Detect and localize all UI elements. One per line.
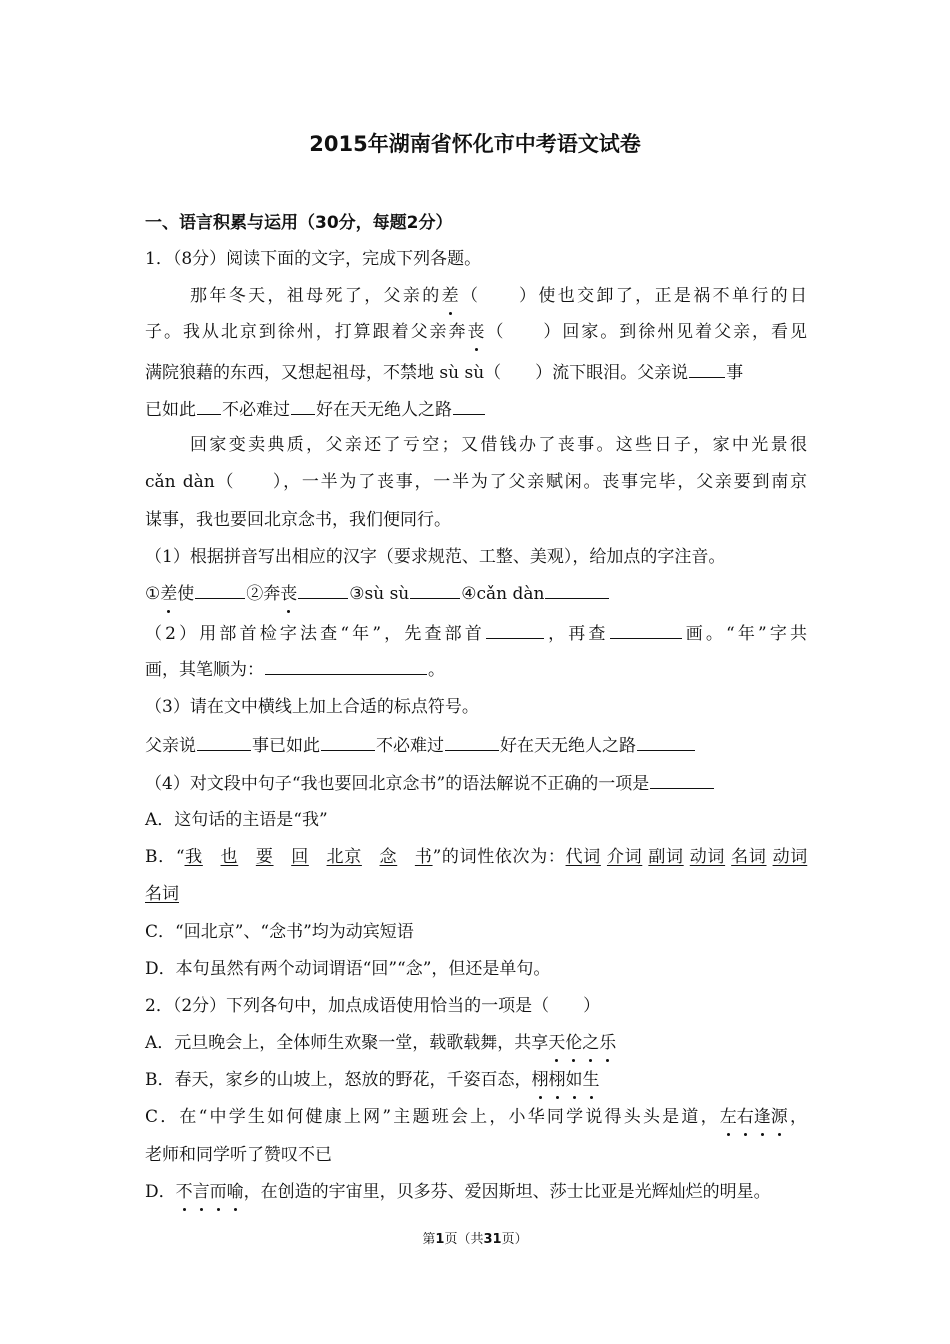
subquestion-4: （4）对文段中句子“我也要回北京念书”的语法解说不正确的一项是 <box>145 770 807 796</box>
q2-option-c: C．在“中学生如何健康上网”主题班会上，小华同学说得头头是道，左右逢源， <box>145 1107 808 1127</box>
subquestion-1: （1）根据拼音写出相应的汉字（要求规范、工整、美观），给加点的字注音。 <box>145 547 726 567</box>
pos-tag: 动词 <box>772 847 808 867</box>
subquestion-2: （2）用部首检字法查“年”，先查部首 ，再查 画。“年”字共 <box>145 620 807 646</box>
answer-blank[interactable] <box>486 620 544 639</box>
word: 北京 <box>326 847 362 867</box>
word: 回 <box>291 847 309 867</box>
page-title: 2015年湖南省怀化市中考语文试卷 <box>309 132 641 156</box>
dotted-idiom: 栩栩如生 <box>531 1070 600 1090</box>
answer-blank[interactable] <box>410 580 460 599</box>
passage-line: 谋事，我也要回北京念书，我们便同行。 <box>145 510 451 530</box>
q2-option-b: B．春天，家乡的山坡上，怒放的野花，千姿百态，栩栩如生 <box>145 1070 600 1090</box>
q2-option-c-line2: 老师和同学听了赞叹不已 <box>145 1145 332 1165</box>
dotted-idiom: 左右逢源 <box>719 1107 788 1127</box>
word: 要 <box>255 847 274 867</box>
answer-blank[interactable] <box>545 580 609 599</box>
dotted-idiom: 天伦之乐 <box>548 1033 617 1053</box>
pos-tag: 代词 <box>565 847 601 867</box>
pos-tag: 名词 <box>145 884 179 904</box>
passage-line: 子。我从北京到徐州，打算跟着父亲奔丧（ ）回家。到徐州见着父亲，看见 <box>145 322 807 342</box>
subquestion-2-line2: 画，其笔顺为： 。 <box>145 656 807 682</box>
word: 书 <box>414 847 433 867</box>
dotted-char: 丧 <box>467 322 485 342</box>
answer-blank[interactable] <box>637 732 695 751</box>
pos-tag: 副词 <box>648 847 684 867</box>
dotted-char: 丧 <box>280 584 298 604</box>
answer-blank[interactable] <box>291 396 315 415</box>
section-heading: 一、语言积累与运用（30分，每题2分） <box>145 213 453 233</box>
q2-option-a: A．元旦晚会上，全体师生欢聚一堂，载歌载舞，共享天伦之乐 <box>145 1033 617 1053</box>
answer-blank[interactable] <box>265 656 427 675</box>
q2-option-d: D．不言而喻，在创造的宇宙里，贝多芬、爱因斯坦、莎士比亚是光辉灿烂的明星。 <box>145 1182 771 1202</box>
answer-blank[interactable] <box>689 359 725 378</box>
answer-blank[interactable] <box>197 732 251 751</box>
pos-tag: 名词 <box>731 847 767 867</box>
word: 念 <box>379 847 398 867</box>
word: 也 <box>220 847 239 867</box>
page-total: 31 <box>483 1232 502 1247</box>
question-1-heading: 1．（8分）阅读下面的文字，完成下列各题。 <box>145 249 482 269</box>
passage-line: cǎn dàn（ ），一半为了丧事，一半为了父亲赋闲。丧事完毕，父亲要到南京 <box>145 472 807 492</box>
answer-blank[interactable] <box>298 580 348 599</box>
passage-line: 那年冬天，祖母死了，父亲的差（ ）使也交卸了，正是祸不单行的日 <box>190 286 808 306</box>
dotted-idiom: 不言而喻 <box>175 1182 244 1202</box>
subquestion-3: （3）请在文中横线上加上合适的标点符号。 <box>145 697 479 717</box>
option-a: A．这句话的主语是“我” <box>145 810 328 830</box>
option-d: D．本句虽然有两个动词谓语“回”“念”，但还是单句。 <box>145 959 551 979</box>
question-2-heading: 2．（2分）下列各句中，加点成语使用恰当的一项是（ ） <box>145 996 601 1016</box>
subquestion-3-answer: 父亲说 事已如此 不必难过 好在天无绝人之路 <box>145 732 807 758</box>
answer-blank[interactable] <box>321 732 375 751</box>
answer-blank[interactable] <box>445 732 499 751</box>
word: 我 <box>184 847 203 867</box>
answer-blank[interactable] <box>453 396 485 415</box>
subquestion-1-answers: ①差使 ②奔丧 ③sù sù ④cǎn dàn <box>145 580 807 606</box>
dotted-char: 差 <box>441 286 459 306</box>
passage-line: 满院狼藉的东西，又想起祖母，不禁地 sù sù（ ）流下眼泪。父亲说 事 <box>145 359 807 385</box>
passage-line: 回家变卖典质，父亲还了亏空；又借钱办了丧事。这些日子，家中光景很 <box>190 435 807 455</box>
answer-blank[interactable] <box>195 580 245 599</box>
option-b-line2 <box>145 882 807 906</box>
answer-blank[interactable] <box>650 770 714 789</box>
answer-blank[interactable] <box>610 620 682 639</box>
answer-blank[interactable] <box>197 396 221 415</box>
option-b: B．“我 也 要 回 北京 念 书”的词性依次为：代词 介词 副词 动词 名词 动词 <box>145 847 808 867</box>
pos-tag: 介词 <box>606 847 643 867</box>
dotted-char: 差 <box>160 584 178 604</box>
page-footer: 第1页（共31页） <box>422 1232 528 1247</box>
passage-line: 已如此 不必难过 好在天无绝人之路 <box>145 396 807 422</box>
page-number: 1 <box>435 1232 445 1247</box>
pos-tag: 动词 <box>689 847 726 867</box>
option-c: C．“回北京”、“念书”均为动宾短语 <box>145 922 414 942</box>
